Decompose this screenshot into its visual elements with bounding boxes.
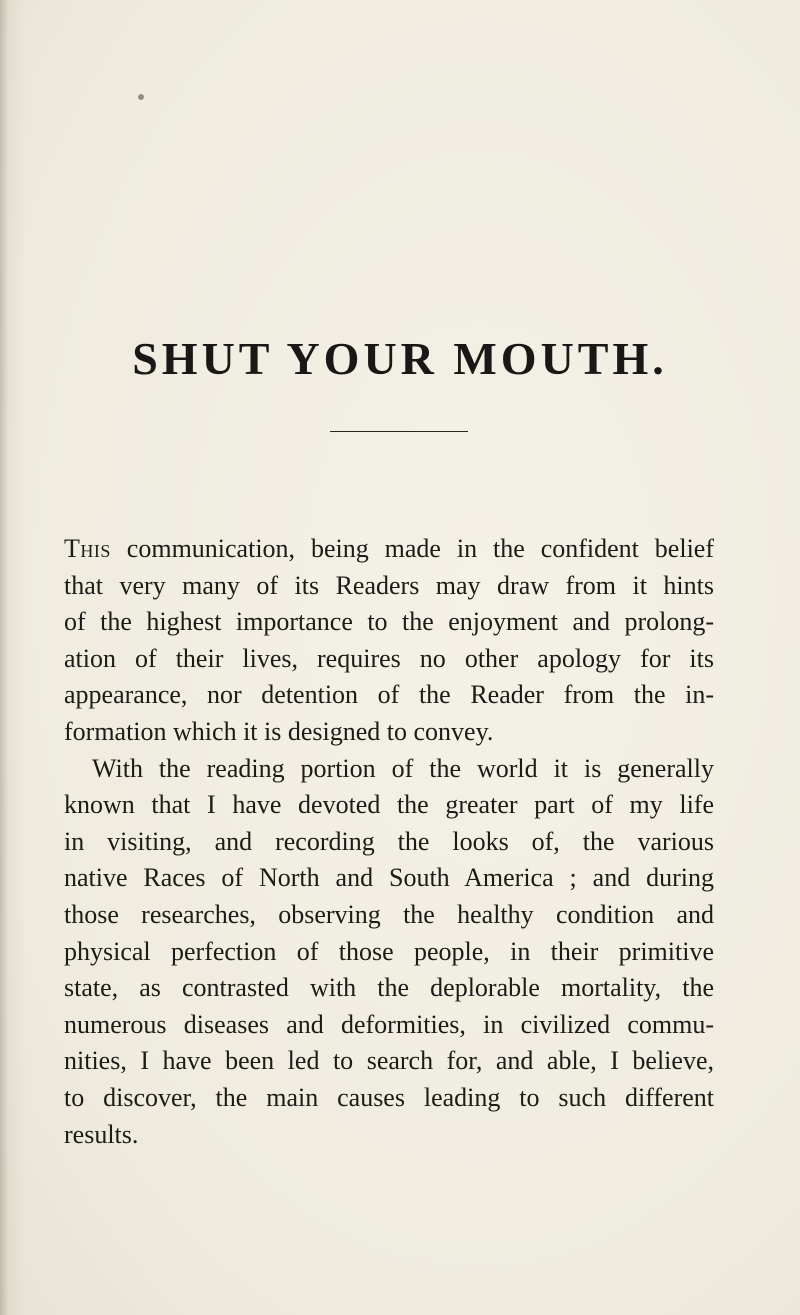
title-rule <box>330 431 468 432</box>
text-line-12: physical perfection of those people, in their primitive <box>64 936 714 966</box>
text-line-6: formation which it is designed to convey. <box>64 716 494 746</box>
text-line-17: results. <box>64 1119 139 1149</box>
text-line-11: those researches, observing the healthy condition and <box>64 899 714 929</box>
lead-word: This <box>64 534 111 563</box>
text-line-5: appearance, nor detention of the Reader from the in- <box>64 680 714 710</box>
text-line-7: With the reading portion of the world it is generally <box>92 753 714 783</box>
text-line-4: ation of their lives, requires no other apology for its <box>64 643 714 673</box>
text-line-8: known that I have devoted the greater part of my life <box>64 790 714 820</box>
text-line-1 <box>64 531 714 568</box>
body-text <box>64 531 714 1153</box>
text-line-15: nities, I have been led to search for, and able, I believe, <box>64 1046 714 1076</box>
text-line-10: native Races of North and South America ; and during <box>64 863 714 893</box>
text-line-16: to discover, the main causes leading to such different <box>64 1082 714 1112</box>
text-line-3: of the highest importance to the enjoyment and prolong- <box>64 607 714 637</box>
ink-speck <box>138 94 144 100</box>
text-line-14: numerous diseases and deformities, in civilized commu- <box>64 1009 714 1039</box>
text-line-2: that very many of its Readers may draw from it hints <box>64 570 714 600</box>
text-line-13: state, as contrasted with the deplorable mortality, the <box>64 973 714 1003</box>
text-line-9: in visiting, and recording the looks of, the various <box>64 826 714 856</box>
text-line-1-rest: communication, being made in the confident belief <box>110 534 714 563</box>
page-title: SHUT YOUR MOUTH. <box>132 333 668 384</box>
